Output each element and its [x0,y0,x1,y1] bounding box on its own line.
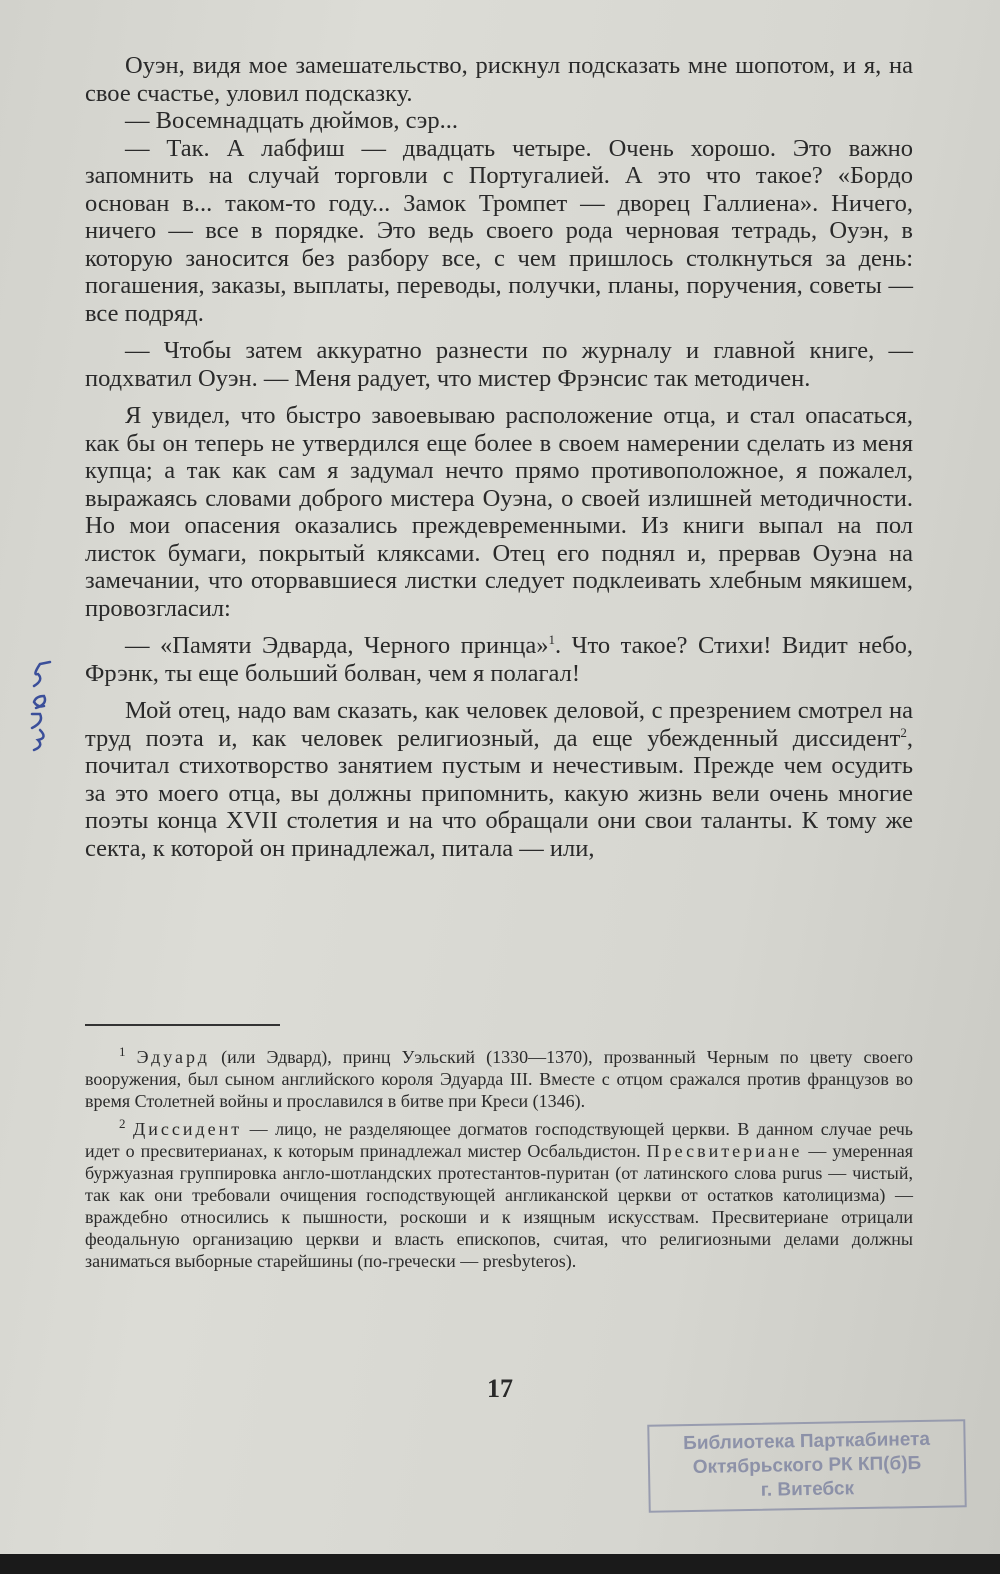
paragraph: — Так. А лабфиш — двадцать четыре. Очень хорошо. Это важно запомнить на случай торговли с Португалией. А это что такое? «Бордо основан в... таком-то году... Замок Тромпет — дворец Галлиена». Ничего, ничего — все в порядке. Это ведь своего рода черновая тетрадь, Оуэн, в которую заносится без разбору все, с чем пришлось столкнуться за день: погашения, заказы, выплаты, переводы, получки, планы, поручения, советы — все подряд. [85,134,913,327]
main-text [85,52,913,862]
paragraph [85,697,913,862]
footnote-mark: 2 [119,1116,126,1131]
footnote [85,1118,913,1272]
stamp-line: Октябрьского РК КП(б)Б [692,1453,922,1478]
footnotes [85,1046,913,1272]
footnote-text: (или Эдвард), принц Уэльский (1330—1370), прозванный Черным по цвету своего вооружения, был сыном английского короля Эдуарда III. Вместе с отцом сражался против французов во время Столетней войны и прославился в битве при Креси (1346). [85,1047,914,1111]
footnote-mark: 1 [548,631,555,647]
footnote [85,1046,913,1112]
footnote-term: Диссидент [132,1119,243,1139]
paragraph-tail: , почитал стихотворство занятием пустым и нечестивым. Прежде чем осудить за это моего отца, вы должны припомнить, какую жизнь вели очень многие поэты конца XVII столетия и на что обращали они свои таланты. К тому же секта, к которой он принадлежал, питала — или, [85,724,913,862]
paragraph: Оуэн, видя мое замешательство, рискнул подсказать мне шопотом, и я, на свое счастье, уловил подсказку. [85,52,913,107]
stamp-line: г. Витебск [760,1478,855,1501]
footnote-text: — лицо, не разделяющее догматов господствующей церкви. В данном случае речь идет о пресвитерианах, к которым принадлежал мистер Осбальдистон. [85,1119,914,1161]
footnote-term: Пресвитериане [646,1141,803,1161]
paragraph-tail: . Что такое? Стихи! Видит небо, Фрэнк, ты еще больший болван, чем я полагал! [85,632,913,687]
paragraph: — Восемнадцать дюймов, сэр... [125,107,458,134]
quote-text: — «Памяти Эдварда, Черного принца» [125,632,549,659]
library-stamp [647,1419,966,1513]
stamp-line: Библиотека Парткабинета [683,1428,931,1455]
handwritten-note [14,640,84,760]
page-number: 17 [487,1374,513,1403]
paragraph: Я увидел, что быстро завоевываю расположение отца, и стал опасаться, как бы он теперь не утвердился еще более в своем намерении сделать из меня купца; а так как сам я задумал нечто прямо противоположное, я пожалел, выражаясь словами доброго мистера Оуэна, о своей излишней методичности. Но мои опасения оказались преждевременными. Из книги выпал на пол листок бумаги, покрытый кляксами. Отец его поднял и, прервав Оуэна на замечании, что оторвавшиеся листки следует подклеивать хлебным мякишем, провозгласил: [85,402,913,622]
paragraph-text: Мой отец, надо вам сказать, как человек деловой, с презрением смотрел на труд поэта и, как человек религиозный, да еще убежденный диссидент [85,697,913,752]
footnote-text: — умеренная буржуазная группировка англо-шотландских протестантов-пуритан (от латинского слова purus — чистый, так как они требовали очищения господствующей англиканской церкви от остатков католицизма) — враждебно относились к пышности, роскоши и к изящным искусствам. Пресвитериане отрицали феодальную организацию церкви и власть епископов, считая, что религиозными делами должны заниматься выборные старейшины (по-гречески — presbyteros). [85,1141,914,1271]
footnote-divider [85,1024,280,1026]
paragraph: — Чтобы затем аккуратно разнести по журналу и главной книге, — подхватил Оуэн. — Меня радует, что мистер Фрэнсис так методичен. [85,337,913,392]
footnote-term: Эдуард [136,1047,210,1067]
footnote-mark: 1 [119,1044,126,1059]
footnote-mark: 2 [900,724,907,740]
paragraph [85,632,913,687]
